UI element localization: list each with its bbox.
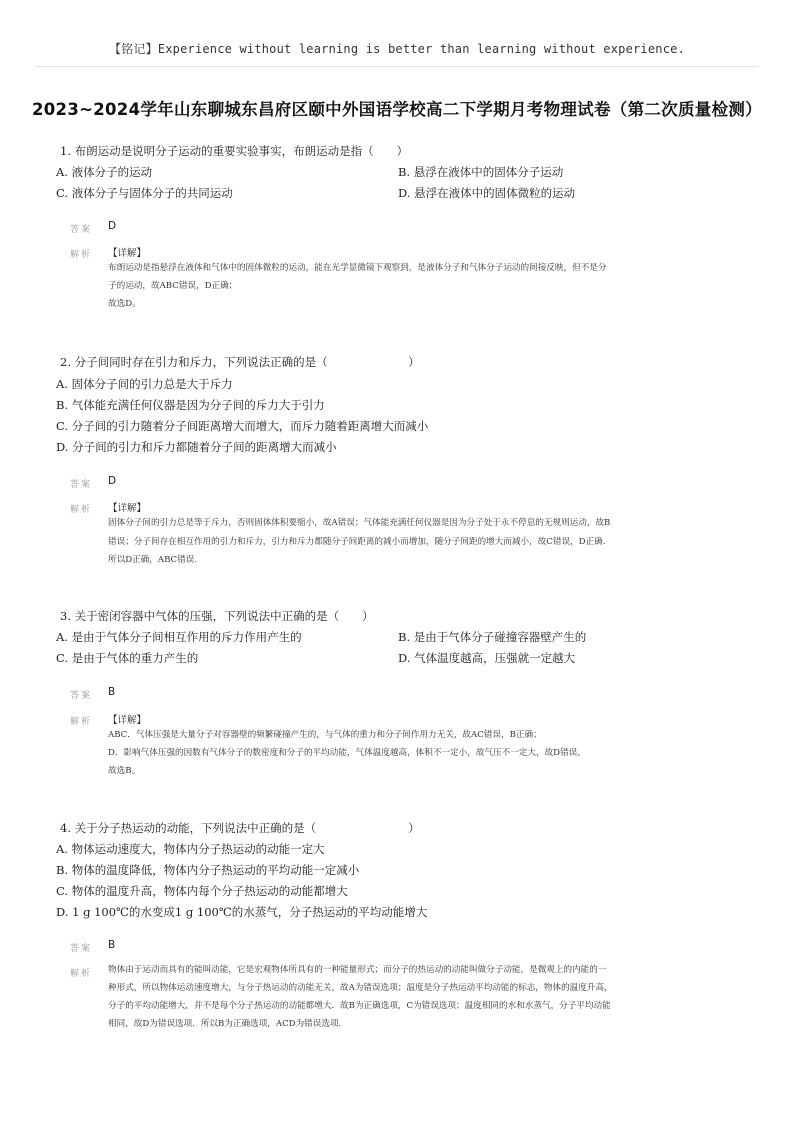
answer-value: D [108,475,117,487]
explanation-line: 固体分子间的引力总是等于斥力，否则固体体积要缩小，故A错误；气体能充满任何仪器是因为分子处于永不停息的无规则运动，故B [108,518,611,528]
answer-label: 答案 [70,225,93,235]
option-a: A. 物体运动速度大，物体内分子热运动的动能一定大 [56,842,325,856]
option-b: B. 是由于气体分子碰撞容器壁产生的 [398,630,587,644]
option-c: C. 液体分子与固体分子的共同运动 [56,186,233,200]
explanation-line: D．影响气体压强的因数有气体分子的数密度和分子的平均动能，气体温度越高，体积不一定小，故气压不一定大，故D错误。 [108,748,586,758]
question-stem: 3. 关于密闭容器中气体的压强，下列说法中正确的是（ ） [60,609,374,623]
question-stem: 1. 布朗运动是说明分子运动的重要实验事实，布朗运动是指（ ） [60,144,409,158]
explanation-label: 解析 [70,505,93,515]
explanation-heading: 【详解】 [108,503,147,514]
explanation-line: 相同，故D为错误选项．所以B为正确选项，ACD为错误选项． [108,1019,348,1029]
explanation-line: 种形式，所以物体运动速度增大，与分子热运动的动能无关，故A为错误选项；温度是分子热运动平均动能的标志，物体的温度升高， [108,983,613,993]
explanation-line: 错误；分子间存在相互作用的引力和斥力，引力和斥力都随分子间距离的减小而增加，随分子间距的增大而减小，故C错误，D正确． [108,537,612,547]
option-d: D. 气体温度越高，压强就一定越大 [398,651,576,665]
explanation-label: 解析 [70,717,93,727]
explanation-label: 解析 [70,250,93,260]
motto: 【铭记】Experience without learning is better than learning without experience. [109,42,685,56]
answer-value: B [108,686,116,698]
answer-label: 答案 [70,691,93,701]
option-d: D. 分子间的引力和斥力都随着分子间的距离增大而减小 [56,440,337,454]
answer-value: D [108,220,117,232]
option-b: B. 气体能充满任何仪器是因为分子间的斥力大于引力 [56,398,325,412]
explanation-line: 所以D正确，ABC错误. [108,555,198,565]
option-a: A. 固体分子间的引力总是大于斥力 [56,377,233,391]
explanation-line: 故选D。 [108,299,141,309]
explanation-line: 布朗运动是指悬浮在液体和气体中的固体微粒的运动，能在光学显微镜下观察到，是液体分子和气体分子运动的间接反映，但不是分 [108,263,607,273]
option-a: A. 液体分子的运动 [56,165,153,179]
option-d: D. 悬浮在液体中的固体微粒的运动 [398,186,576,200]
explanation-heading: 【详解】 [108,248,147,259]
option-b: B. 悬浮在液体中的固体分子运动 [398,165,564,179]
page-title: 2023~2024学年山东聊城东昌府区颐中外国语学校高二下学期月考物理试卷（第二次质量检测） [32,100,762,119]
option-c: C. 物体的温度升高，物体内每个分子热运动的动能都增大 [56,884,348,898]
explanation-line: 故选B。 [108,766,141,776]
option-c: C. 分子间的引力随着分子间距离增大而增大，而斥力随着距离增大而减小 [56,419,429,433]
option-a: A. 是由于气体分子间相互作用的斥力作用产生的 [56,630,302,644]
answer-label: 答案 [70,944,93,954]
answer-label: 答案 [70,480,93,490]
explanation-line: ABC．气体压强是大量分子对容器壁的频繁碰撞产生的，与气体的重力和分子间作用力无关，故AC错误，B正确； [108,730,542,740]
explanation-heading: 【详解】 [108,715,147,726]
explanation-label: 解析 [70,969,93,979]
option-d: D. 1 g 100℃的水变成1 g 100℃的水蒸气，分子热运动的平均动能增大 [56,905,428,919]
answer-value: B [108,939,116,951]
option-b: B. 物体的温度降低，物体内分子热运动的平均动能一定减小 [56,863,360,877]
explanation-line: 分子的平均动能增大，并不是每个分子热运动的动能都增大．故B为正确选项，C为错误选项；温度相同的水和水蒸气，分子平均动能 [108,1001,611,1011]
explanation-line: 物体由于运动而具有的能叫动能，它是宏观物体所具有的一种能量形式；而分子的热运动的动能叫做分子动能，是微观上的内能的一 [108,965,607,975]
option-c: C. 是由于气体的重力产生的 [56,651,199,665]
question-stem: 2. 分子间同时存在引力和斥力，下列说法正确的是（ ） [60,355,420,369]
explanation-line: 子的运动，故ABC错误，D正确； [108,281,238,291]
question-stem: 4. 关于分子热运动的动能，下列说法中正确的是（ ） [60,821,420,835]
header-divider [36,66,758,67]
